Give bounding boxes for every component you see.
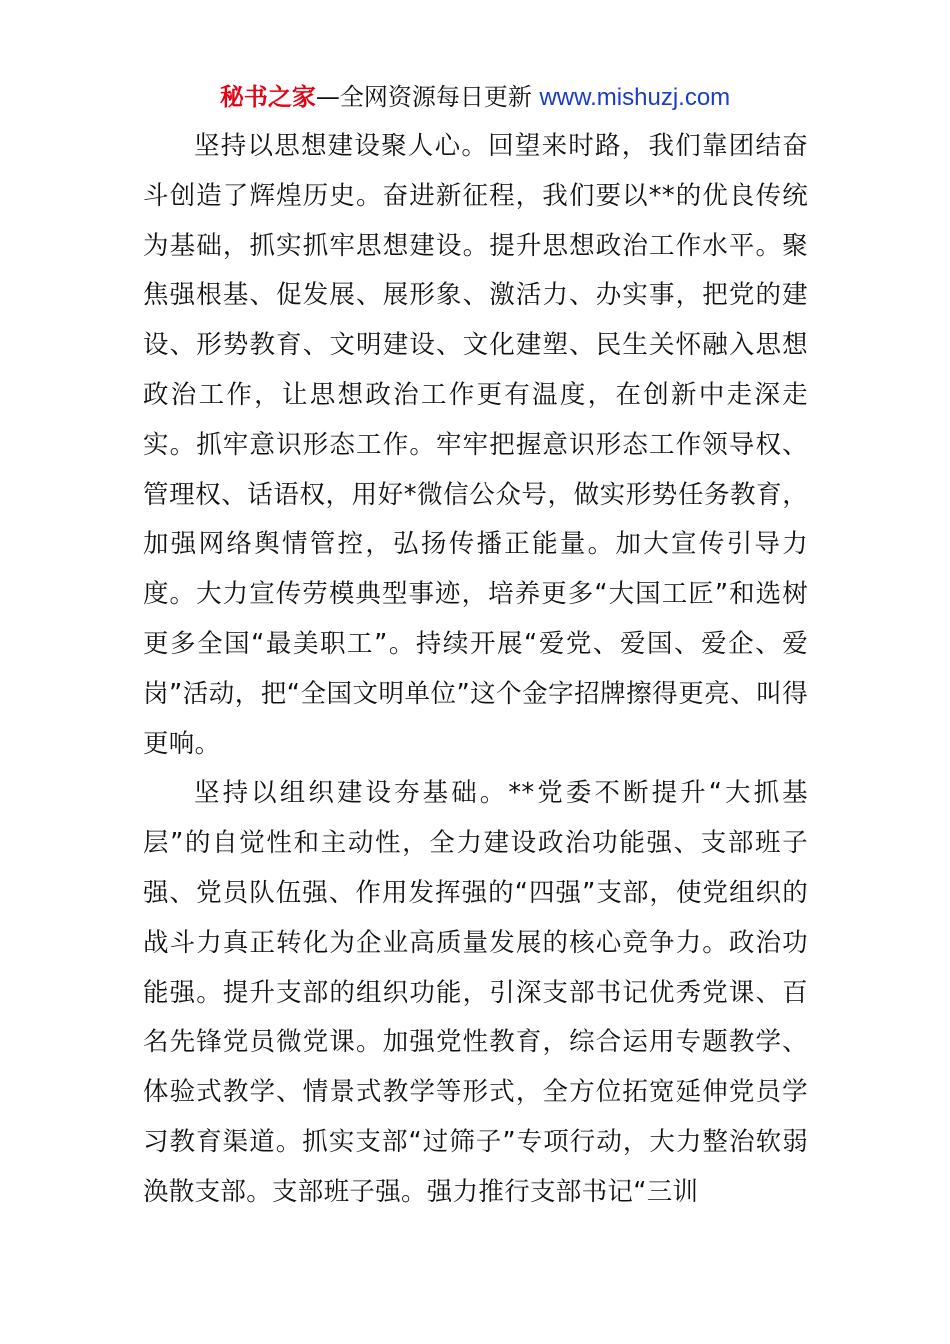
site-url[interactable]: www.mishuzj.com — [539, 84, 731, 111]
paragraph-organizational-building: 坚持以组织建设夯基础。**党委不断提升“大抓基层”的自觉性和主动性，全力建设政治功能强、支部班子强、党员队伍强、作用发挥强的“四强”支部，使党组织的战斗力真正转化为企业高质量发展的核心竞争力。政治功能强。提升支部的组织功能，引深支部书记优秀党课、百名先锋党员微党课。加强党性教育，综合运用专题教学、体验式教学、情景式教学等形式，全方位拓宽延伸党员学习教育渠道。抓实支部“过筛子”专项行动，大力整治软弱涣散支部。支部班子强。强力推行支部书记“三训 — [143, 778, 808, 1207]
site-tagline: —全网资源每日更新 — [315, 83, 540, 111]
site-brand: 秘书之家 — [219, 83, 316, 111]
document-body — [143, 122, 808, 1218]
site-header — [0, 80, 950, 115]
paragraph-ideological-building: 坚持以思想建设聚人心。回望来时路，我们靠团结奋斗创造了辉煌历史。奋进新征程，我们要以**的优良传统为基础，抓实抓牢思想建设。提升思想政治工作水平。聚焦强根基、促发展、展形象、激活力、办实事，把党的建设、形势教育、文明建设、文化建塑、民生关怀融入思想政治工作，让思想政治工作更有温度，在创新中走深走实。抓牢意识形态工作。牢牢把握意识形态工作领导权、管理权、话语权，用好*微信公众号，做实形势任务教育，加强网络舆情管控，弘扬传播正能量。加大宣传引导力度。大力宣传劳模典型事迹，培养更多“大国工匠”和选树更多全国“最美职工”。持续开展“爱党、爱国、爱企、爱岗”活动，把“全国文明单位”这个金字招牌擦得更亮、叫得更响。 — [143, 131, 808, 759]
